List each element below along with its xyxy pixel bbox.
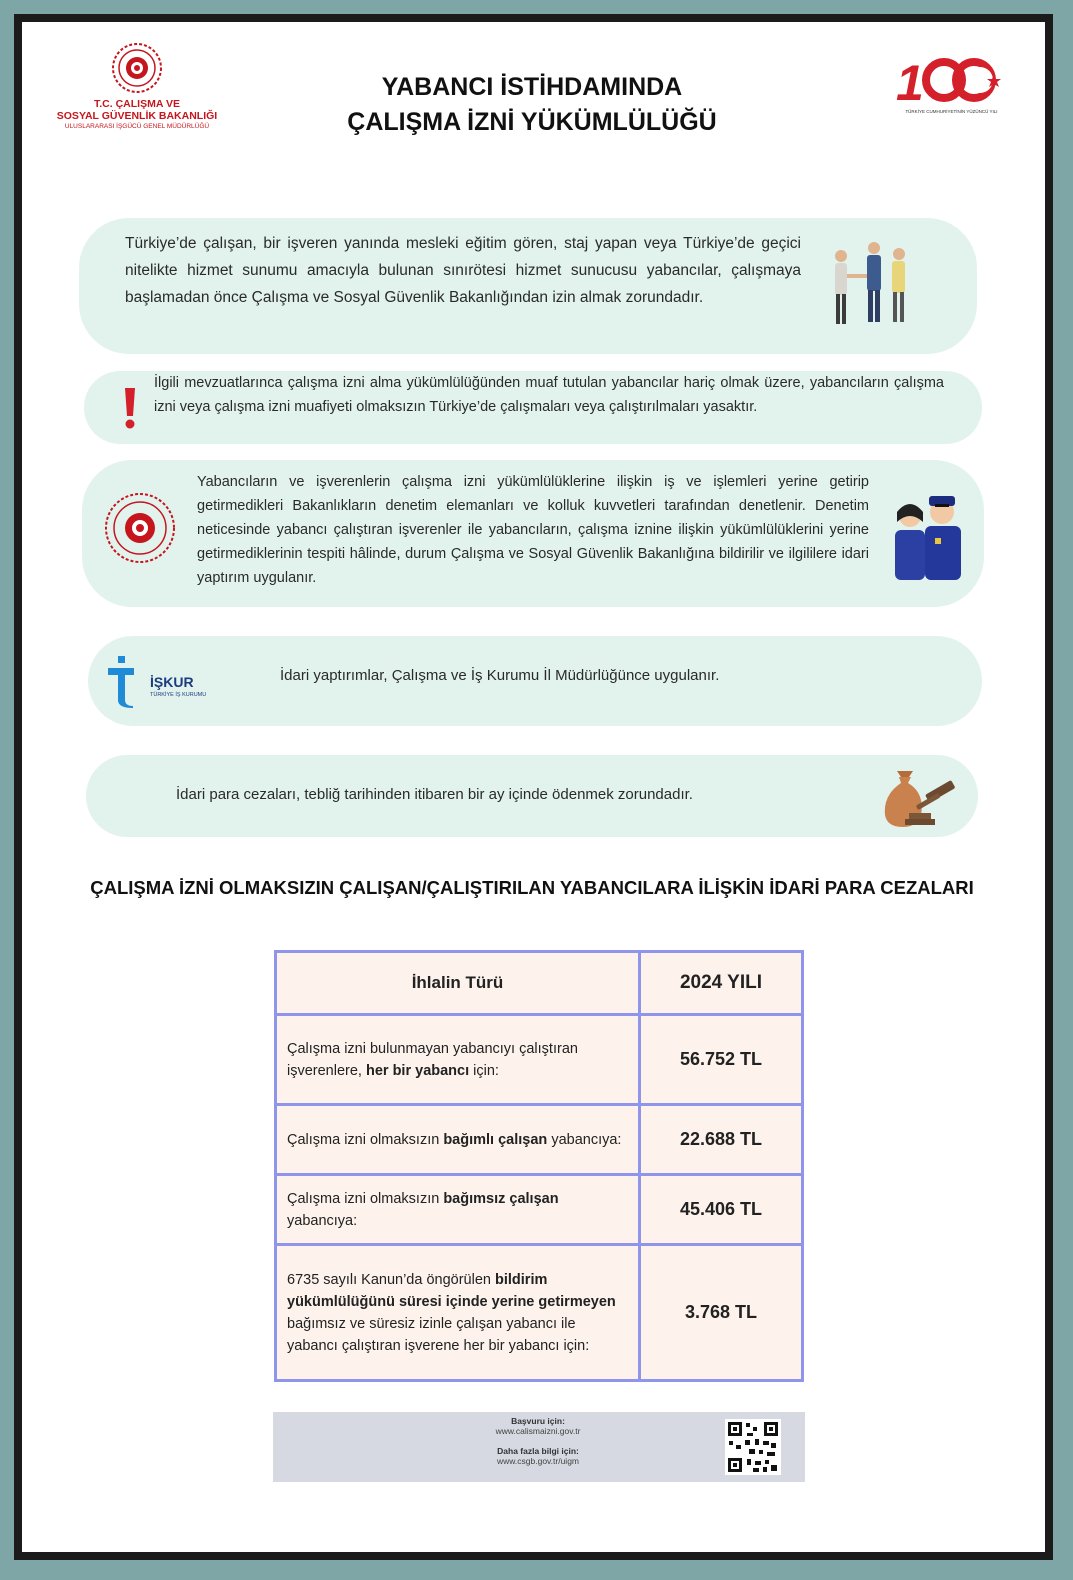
violation-text-end: için:: [469, 1062, 499, 1079]
exclamation-icon: [122, 386, 138, 430]
ministry-name-line2: SOSYAL GÜVENLİK BAKANLIĞI: [56, 110, 218, 122]
violation-text: Çalışma izni bulunmayan yabancıyı çalıştıran işverenlere,: [287, 1040, 578, 1079]
info-box-permit-requirement: [79, 218, 977, 354]
title-line1: YABANCI İSTİHDAMINDA: [381, 73, 683, 101]
info-box-iskur: [88, 636, 982, 726]
page-title: [252, 70, 812, 140]
violation-text: Çalışma izni olmaksızın: [287, 1190, 444, 1207]
qr-code-icon: [725, 1419, 781, 1475]
violation-cell: [276, 1245, 640, 1381]
fines-section-title: ÇALIŞMA İZNİ OLMAKSIZIN ÇALIŞAN/ÇALIŞTIRILAN YABANCILARA İLİŞKİN İDARİ PARA CEZALARI: [90, 877, 974, 898]
prohibition-text: İlgili mevzuatlarınca çalışma izni alma yükümlülüğünden muaf tutulan yabancılar hariç olmak üzere, yabancıların çalışma izni veya çalışma izni muafiyeti olmaksızın Türkiye’de çalışmaları veya çalıştırılmaları yasaktır.: [154, 375, 944, 415]
table-header-row: [276, 952, 803, 1015]
poster-page: [22, 22, 1045, 1552]
info-box-prohibition: [84, 371, 982, 444]
ministry-name-line1: T.C. ÇALIŞMA VE: [94, 98, 180, 110]
contact-footer: [273, 1412, 805, 1482]
contact-info: [423, 1416, 653, 1466]
violation-emphasis: bağımlı çalışan: [443, 1131, 548, 1148]
fine-amount: 45.406 TL: [640, 1175, 803, 1245]
violation-emphasis: bildirim yükümlülüğünü süresi içinde yerine getirmeyen: [287, 1271, 616, 1310]
violation-cell: [276, 1105, 640, 1175]
table-row: [276, 1105, 803, 1175]
fine-amount: 22.688 TL: [640, 1105, 803, 1175]
table-row: [276, 1245, 803, 1381]
ministry-department: ULUSLARARASI İŞGÜCÜ GENEL MÜDÜRLÜĞÜ: [64, 123, 210, 130]
violation-text-end: yabancıya:: [287, 1212, 358, 1229]
police-officers-icon: [885, 482, 970, 582]
iskur-text: İdari yaptırımlar, Çalışma ve İş Kurumu İl Müdürlüğünce uygulanır.: [280, 667, 720, 684]
ministry-logo: [52, 42, 222, 157]
violation-cell: [276, 1015, 640, 1105]
ministry-emblem-icon: [111, 42, 163, 94]
centennial-100-icon: [894, 52, 1004, 107]
apply-label: Başvuru için:: [511, 1416, 565, 1426]
violation-text-end: yabancıya:: [547, 1131, 622, 1148]
iskur-name: İŞKUR: [150, 674, 194, 690]
fine-amount: 3.768 TL: [640, 1245, 803, 1381]
violation-text: Çalışma izni olmaksızın: [287, 1131, 444, 1148]
centennial-logo: [894, 52, 1009, 132]
money-bag-gavel-icon: [881, 763, 959, 831]
column-header-year: 2024 YILI: [640, 952, 803, 1015]
column-header-violation: İhlalin Türü: [276, 952, 640, 1015]
violation-emphasis: her bir yabancı: [365, 1062, 470, 1079]
fines-table: [274, 950, 804, 1382]
ministry-seal-icon: [104, 492, 176, 564]
centennial-caption: TÜRKİYE CUMHURİYETİNİN YÜZÜNCÜ YILI: [905, 109, 998, 114]
violation-cell: [276, 1175, 640, 1245]
payment-text: İdari para cezaları, tebliğ tarihinden itibaren bir ay içinde ödenmek zorundadır.: [176, 786, 693, 803]
permit-requirement-text: Türkiye’de çalışan, bir işveren yanında mesleki eğitim gören, staj yapan veya Türkiye’de geçici nitelikte hizmet sunumu amacıyla bulunan sınırötesi hizmet sunucusu yabancılar, çalışmaya başlamadan önce Çalışma ve Sosyal Güvenlik Bakanlığından izin almak zorundadır.: [125, 235, 801, 306]
fine-amount: 56.752 TL: [640, 1015, 803, 1105]
handshake-people-icon: [821, 238, 916, 333]
info-link[interactable]: www.csgb.gov.tr/uigm: [496, 1456, 580, 1466]
violation-text: 6735 sayılı Kanun’da öngörülen: [287, 1271, 495, 1288]
info-label: Daha fazla bilgi için:: [497, 1446, 579, 1456]
iskur-logo: [108, 656, 228, 708]
table-row: [276, 1175, 803, 1245]
violation-emphasis: bağımsız çalışan: [443, 1190, 559, 1207]
title-line2: ÇALIŞMA İZNİ YÜKÜMLÜLÜĞÜ: [347, 108, 717, 136]
iskur-subtitle: TÜRKİYE İŞ KURUMU: [150, 692, 207, 698]
violation-text-end: bağımsız ve süresiz izinle çalışan yabancı ile yabancı çalıştıran işverene her bir yabancı için:: [287, 1315, 590, 1354]
info-box-payment: [86, 755, 978, 837]
inspection-text: Yabancıların ve işverenlerin çalışma izni yükümlülüklerine ilişkin iş ve işlemleri yerine getirip getirmedikleri Bakanlıkların denetim elemanları ve kolluk kuvvetleri tarafından denetlenir. Denetim neticesinde yabancı çalıştıran işverenler ile yabancıların, çalışma iznine ilişkin yükümlülüklerini yerine getirmediklerinin tespiti hâlinde, durum Çalışma ve Sosyal Güvenlik Bakanlığına bildirilir ve ilgililere idari yaptırım uygulanır.: [197, 474, 869, 586]
info-box-inspection: [82, 460, 984, 607]
apply-link[interactable]: www.calismaizni.gov.tr: [495, 1426, 581, 1436]
table-row: [276, 1015, 803, 1105]
iskur-mark-icon: [108, 656, 136, 708]
svg-text:1: 1: [896, 55, 924, 107]
